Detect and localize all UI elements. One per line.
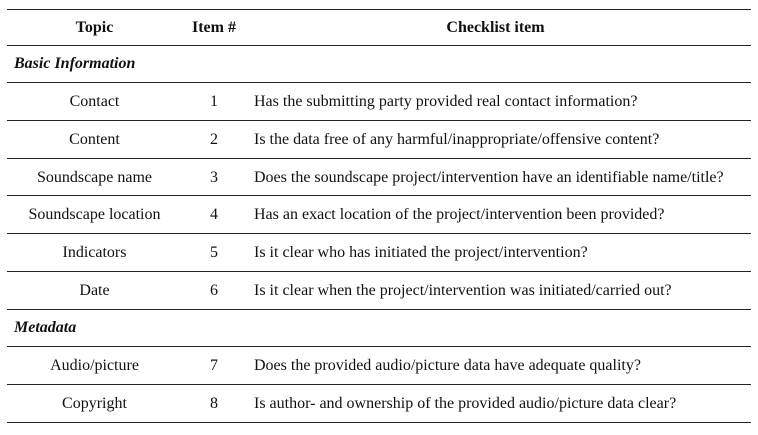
table-row bbox=[7, 234, 751, 272]
row-topic: Soundscape location bbox=[28, 206, 161, 223]
section-title: Basic Information bbox=[14, 55, 136, 72]
row-number: 7 bbox=[210, 357, 218, 374]
header-topic: Topic bbox=[75, 18, 114, 36]
row-checklist-item: Has an exact location of the project/intervention been provided? bbox=[254, 206, 665, 223]
table-row bbox=[7, 347, 751, 385]
section-row bbox=[7, 310, 751, 347]
section-title: Metadata bbox=[14, 319, 77, 336]
table-row bbox=[7, 159, 751, 196]
row-topic: Indicators bbox=[62, 244, 127, 261]
row-number: 8 bbox=[210, 395, 218, 412]
table-row bbox=[7, 121, 751, 159]
row-checklist-item: Is author- and ownership of the provided audio/picture data clear? bbox=[254, 395, 677, 412]
row-checklist-item: Is it clear when the project/intervention was initiated/carried out? bbox=[254, 282, 672, 299]
row-number: 1 bbox=[210, 93, 218, 110]
row-topic: Copyright bbox=[62, 395, 127, 412]
table-row bbox=[7, 83, 751, 121]
checklist-table bbox=[7, 9, 751, 423]
table-row bbox=[7, 272, 751, 310]
table-header bbox=[7, 9, 751, 46]
row-topic: Audio/picture bbox=[50, 357, 139, 374]
row-topic: Soundscape name bbox=[36, 169, 153, 186]
row-checklist-item: Is it clear who has initiated the project/intervention? bbox=[254, 244, 588, 261]
row-number: 5 bbox=[210, 244, 218, 261]
row-topic: Content bbox=[69, 131, 120, 148]
table-row bbox=[7, 385, 751, 423]
row-topic: Contact bbox=[69, 93, 120, 110]
row-number: 6 bbox=[210, 282, 218, 299]
table-row bbox=[7, 196, 751, 234]
header-item-number: Item # bbox=[192, 18, 236, 36]
row-number: 3 bbox=[210, 169, 218, 186]
row-number: 4 bbox=[210, 206, 218, 223]
section-row bbox=[7, 46, 751, 83]
row-checklist-item: Does the soundscape project/intervention have an identifiable name/title? bbox=[254, 169, 724, 186]
header-checklist-item: Checklist item bbox=[446, 18, 545, 36]
row-checklist-item: Does the provided audio/picture data have adequate quality? bbox=[254, 357, 641, 374]
row-number: 2 bbox=[210, 131, 218, 148]
row-topic: Date bbox=[79, 282, 110, 299]
row-checklist-item: Is the data free of any harmful/inappropriate/offensive content? bbox=[254, 131, 660, 148]
row-checklist-item: Has the submitting party provided real contact information? bbox=[254, 93, 638, 110]
